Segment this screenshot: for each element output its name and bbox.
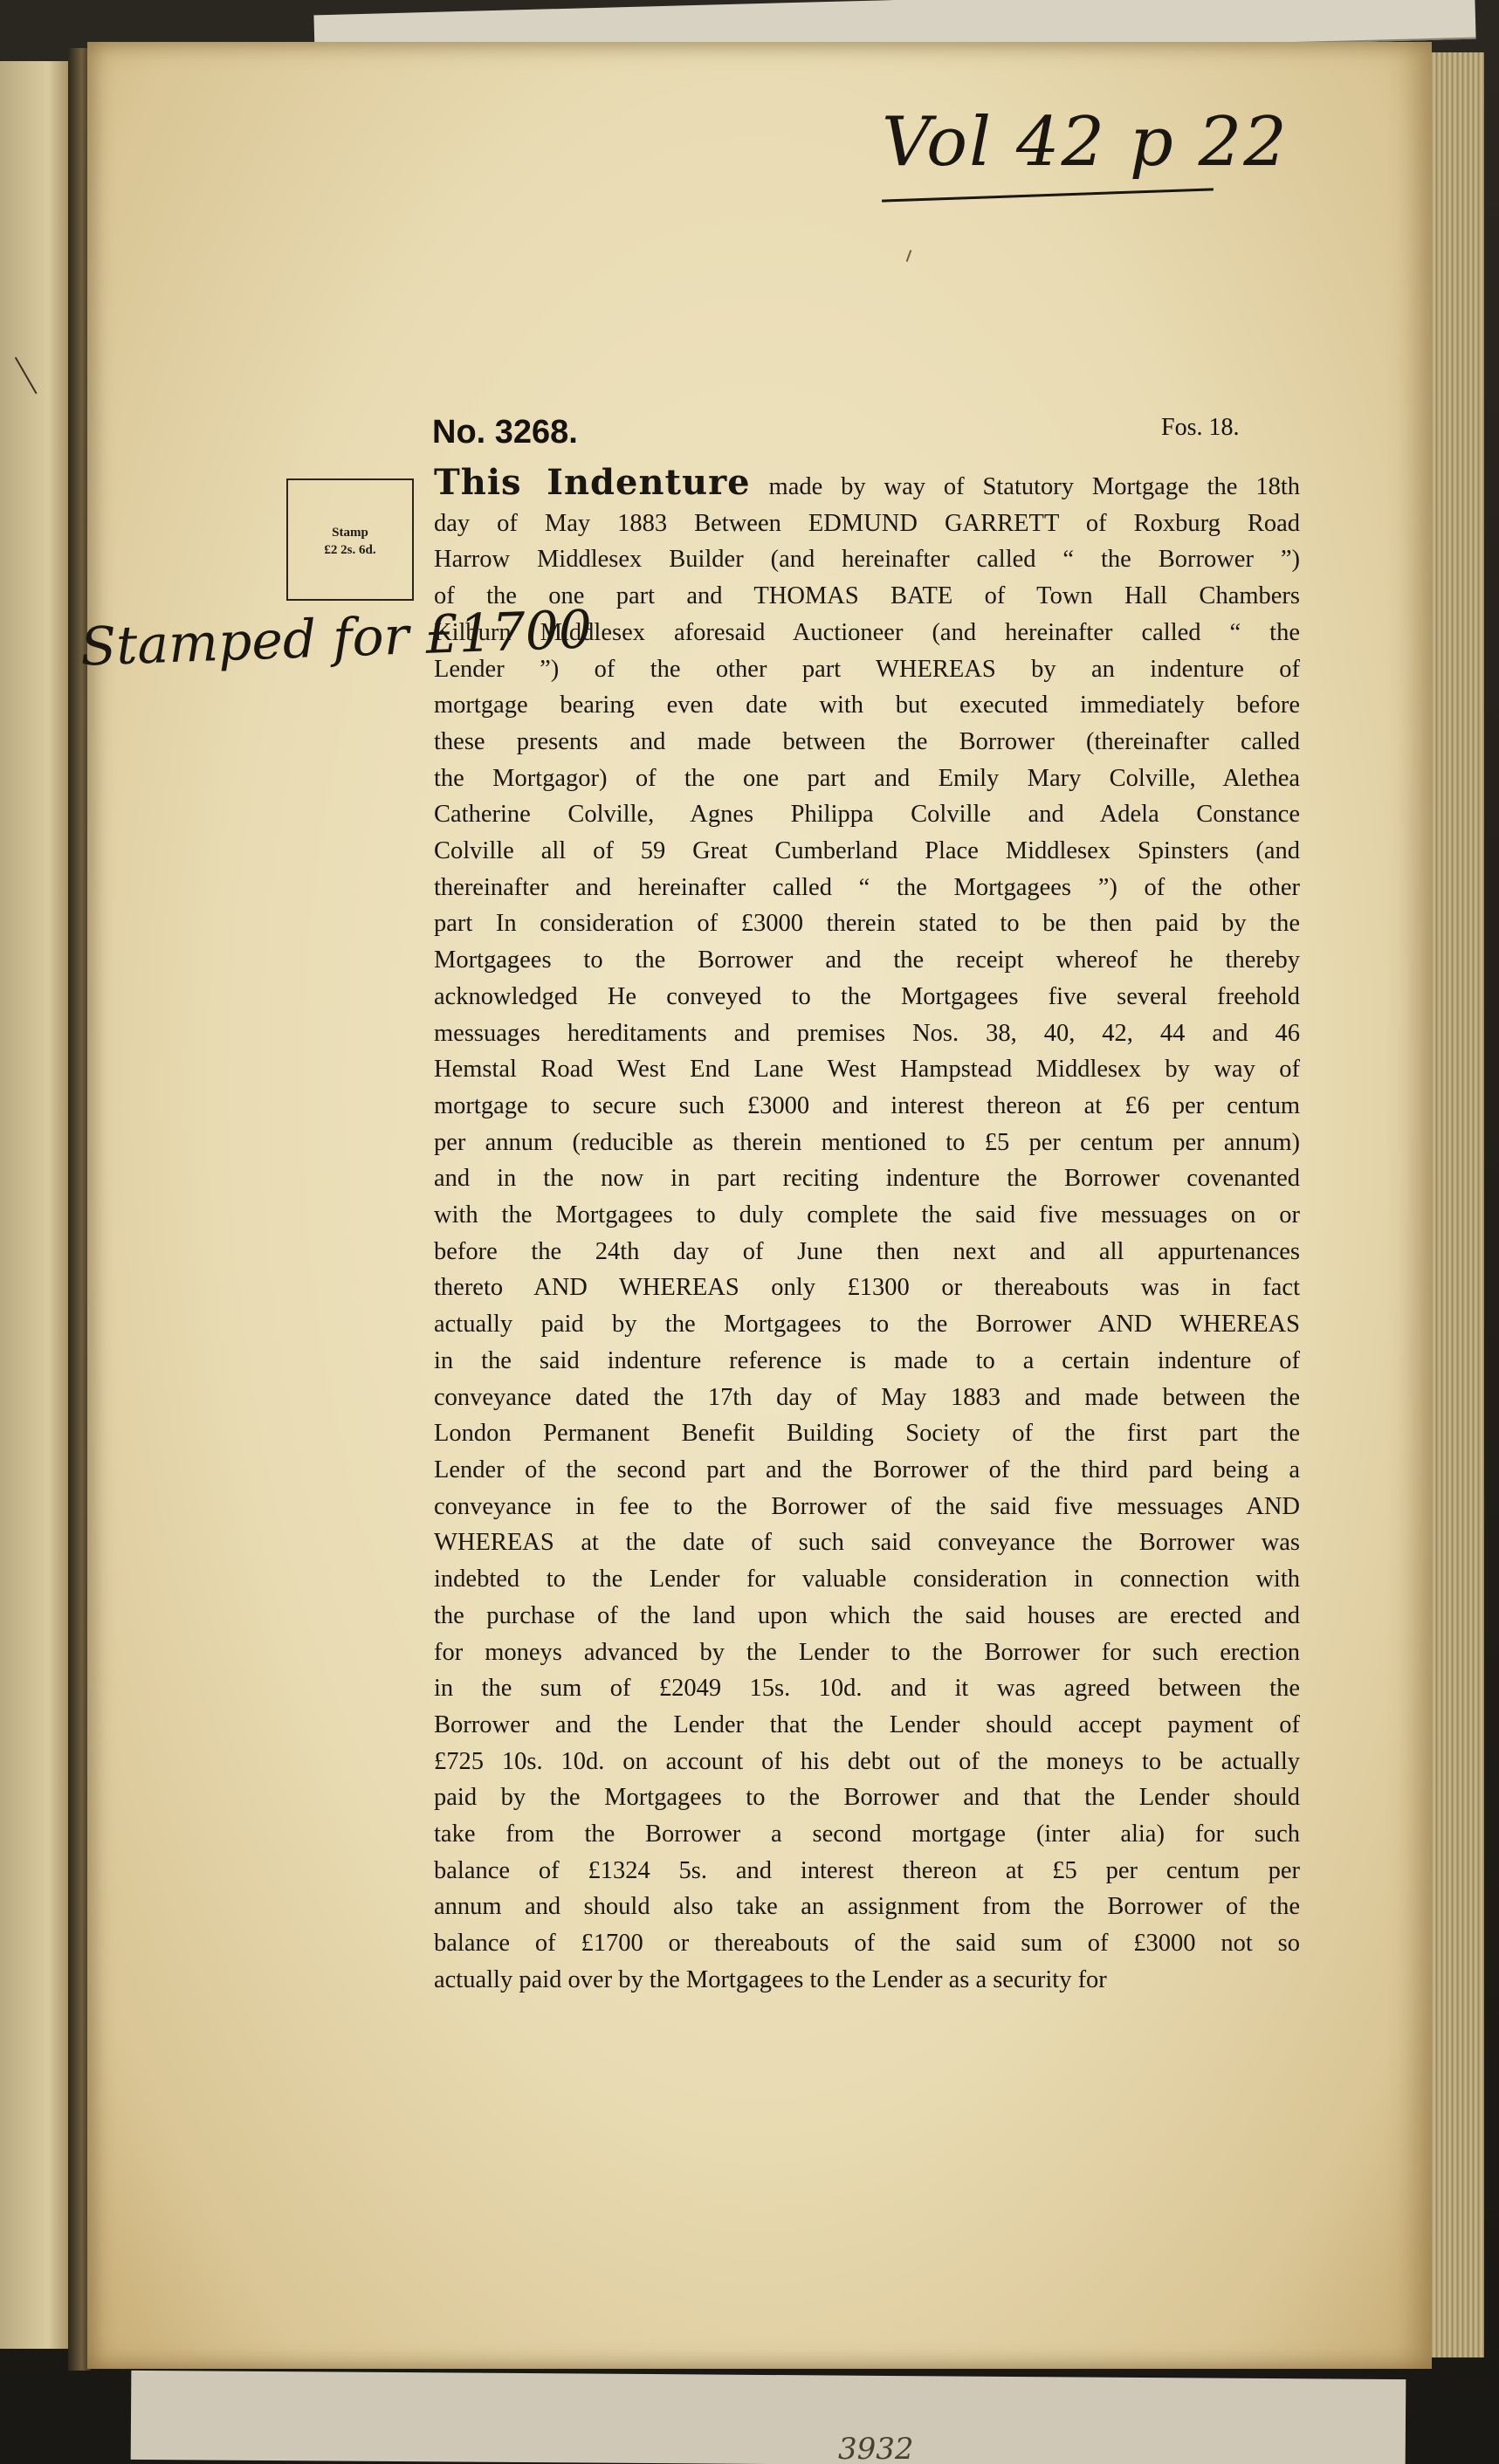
body-line: Harrow Middlesex Builder (and hereinafter called “ the Borrower ”) bbox=[434, 546, 1300, 574]
body-line-first bbox=[434, 462, 1300, 506]
body-line: in the said indenture reference is made to a certain indenture of bbox=[434, 1346, 1300, 1374]
margin-handwritten-note: Stamped for £1700 bbox=[79, 599, 594, 678]
body-line: thereinafter and hereinafter called “ the Mortgagees ”) of the other bbox=[434, 873, 1300, 901]
body-line: mortgage to secure such £3000 and interest thereon at £6 per centum bbox=[434, 1091, 1300, 1119]
body-line: take from the Borrower a second mortgage (inter alia) for such bbox=[434, 1820, 1300, 1848]
body-line: annum and should also take an assignment from the Borrower of the bbox=[434, 1893, 1300, 1921]
body-line: these presents and made between the Borrower (thereinafter called bbox=[434, 727, 1300, 755]
body-line: Lender of the second part and the Borrower of the third pard being a bbox=[434, 1456, 1300, 1483]
body-line: Kilburn Middlesex aforesaid Auctioneer (and hereinafter called “ the bbox=[434, 618, 1300, 646]
body-line: balance of £1324 5s. and interest thereon at £5 per centum per bbox=[434, 1856, 1300, 1884]
body-line: conveyance in fee to the Borrower of the said five messuages AND bbox=[434, 1492, 1300, 1520]
body-line: Hemstal Road West End Lane West Hampstead Middlesex by way of bbox=[434, 1056, 1300, 1084]
volume-reference-handwritten: Vol 42 p 22 bbox=[882, 103, 1289, 182]
body-line: conveyance dated the 17th day of May 1883 and made between the bbox=[434, 1383, 1300, 1411]
folio-count: Fos. 18. bbox=[1161, 414, 1240, 441]
body-line-last: actually paid over by the Mortgagees to the Lender as a security for bbox=[434, 1965, 1107, 1993]
background-page-bottom bbox=[131, 2371, 1406, 2464]
body-line: acknowledged He conveyed to the Mortgagees five several freehold bbox=[434, 982, 1300, 1010]
indenture-body bbox=[434, 462, 1300, 1999]
body-line: paid by the Mortgagees to the Borrower and that the Lender should bbox=[434, 1784, 1300, 1812]
stamp-label: Stamp bbox=[332, 526, 368, 540]
body-line: before the 24th day of June then next and all appurtenances bbox=[434, 1237, 1300, 1265]
body-line: WHEREAS at the date of such said conveyance the Borrower was bbox=[434, 1529, 1300, 1557]
page-stack-edge bbox=[1432, 52, 1484, 2357]
body-line: Lender ”) of the other part WHEREAS by an indenture of bbox=[434, 655, 1300, 683]
body-line: balance of £1700 or thereabouts of the said sum of £3000 not so bbox=[434, 1930, 1300, 1958]
body-line: part In consideration of £3000 therein stated to be then paid by the bbox=[434, 910, 1300, 938]
body-line: the purchase of the land upon which the said houses are erected and bbox=[434, 1601, 1300, 1629]
body-line: indebted to the Lender for valuable consideration in connection with bbox=[434, 1566, 1300, 1593]
stamp-duty-box bbox=[286, 478, 414, 601]
body-line: Borrower and the Lender that the Lender should accept payment of bbox=[434, 1710, 1300, 1738]
body-line: messuages hereditaments and premises Nos. 38, 40, 42, 44 and 46 bbox=[434, 1019, 1300, 1047]
body-line: mortgage bearing even date with but executed immediately before bbox=[434, 692, 1300, 719]
body-line: actually paid by the Mortgagees to the Borrower AND WHEREAS bbox=[434, 1311, 1300, 1339]
body-line: Catherine Colville, Agnes Philippa Colville and Adela Constance bbox=[434, 801, 1300, 829]
body-line: £725 10s. 10d. on account of his debt out of the moneys to be actually bbox=[434, 1747, 1300, 1775]
body-line: in the sum of £2049 15s. 10d. and it was agreed between the bbox=[434, 1675, 1300, 1703]
body-line: of the one part and THOMAS BATE of Town Hall Chambers bbox=[434, 582, 1300, 610]
body-line: day of May 1883 Between EDMUND GARRETT of Roxburg Road bbox=[434, 509, 1300, 537]
body-line: for moneys advanced by the Lender to the Borrower for such erection bbox=[434, 1638, 1300, 1666]
body-line: thereto AND WHEREAS only £1300 or thereabouts was in fact bbox=[434, 1274, 1300, 1302]
body-line: the Mortgagor) of the one part and Emily Mary Colville, Alethea bbox=[434, 764, 1300, 792]
body-line: London Permanent Benefit Building Society of the first part the bbox=[434, 1420, 1300, 1448]
body-line: made by way of Statutory Mortgage the 18th bbox=[750, 473, 1300, 500]
body-line: and in the now in part reciting indenture the Borrower covenanted bbox=[434, 1165, 1300, 1193]
indenture-heading: This Indenture bbox=[434, 462, 751, 503]
body-line: per annum (reducible as therein mentioned to £5 per centum per annum) bbox=[434, 1128, 1300, 1156]
stamp-amount: £2 2s. 6d. bbox=[324, 543, 376, 557]
left-facing-page-edge bbox=[0, 61, 71, 2349]
body-line: Mortgagees to the Borrower and the receipt whereof he thereby bbox=[434, 946, 1300, 974]
body-line: Colville all of 59 Great Cumberland Place Middlesex Spinsters (and bbox=[434, 837, 1300, 865]
bottom-handwritten-number: 3932 bbox=[838, 2432, 914, 2464]
body-line: with the Mortgagees to duly complete the said five messuages on or bbox=[434, 1201, 1300, 1229]
document-number: No. 3268. bbox=[432, 414, 578, 451]
